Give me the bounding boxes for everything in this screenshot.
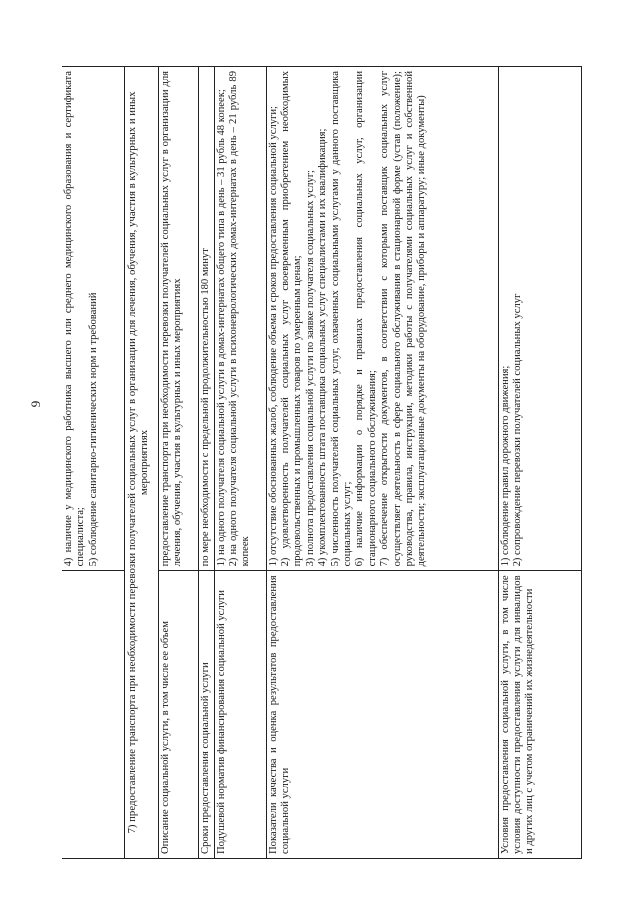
row-value-item: 5) численность получателей социальных услуг, охваченных социальными услугами у данного поставщика социальных услуг; [329, 71, 353, 567]
continuation-item: 4) наличие у медицинского работника высшего или среднего медицинского образования и сертификата специалиста; [63, 71, 87, 567]
table-row [214, 67, 266, 859]
section-title-row [124, 67, 158, 859]
row-value-item: 2) на одного получателя социальной услуги в психоневрологических домах-интернатах в день – 21 рубль 89 копеек [227, 71, 252, 567]
rotated-table-container [62, 66, 581, 859]
continuation-item: 5) соблюдение санитарно-гигиенических норм и требований [87, 292, 99, 567]
table-row [266, 67, 498, 859]
table-row [158, 67, 198, 859]
row-label: Подушевой норматив финансирования социальной услуги [214, 571, 266, 859]
continuation-row [62, 67, 124, 859]
row-value [266, 67, 498, 571]
row-label: Сроки предоставления социальной услуги [198, 571, 214, 859]
continuation-cell [62, 67, 124, 571]
row-value-item: 2) сопровождение перевозки получателей социальных услуг [511, 293, 523, 567]
row-value-item: 2) удовлетворенность получателей социальных услуг своевременным приобретением необходимых продовольственных и промышленных товаров по умеренным ценам; [279, 71, 304, 567]
row-value [498, 67, 581, 571]
row-label: Условия предоставления социальной услуги, в том числе условия доступности предоставления услуги для инвалидов и других лиц с учетом ограничений их жизнедеятельности [498, 571, 581, 859]
table-row [198, 67, 214, 859]
row-label: Показатели качества и оценка результатов предоставления социальной услуги [266, 571, 498, 859]
row-value-item: 6) наличие информации о порядке и правилах предоставления социальных услуг, организации стационарного социального обслуживания; [354, 71, 378, 567]
section-title: 7) предоставление транспорта при необходимости перевозки получателей социальных услуг в организации для лечения, обучения, участия в культурных и иных мероприятиях [124, 67, 158, 859]
row-value-item: 1) на одного получателя социальной услуги в домах-интернатах общего типа в день – 31 рубль 48 копеек; [215, 89, 227, 567]
row-value-item: 3) полнота предоставления социальной услуги по заявке получателя социальных услуг; [304, 169, 316, 567]
row-value [214, 67, 266, 571]
service-standard-table [62, 66, 582, 859]
row-value [158, 67, 198, 571]
row-value-item: по мере необходимости с предельной продолжительностью 180 минут [199, 248, 211, 567]
table-row [498, 67, 581, 859]
continuation-empty-cell [62, 571, 124, 859]
row-value-item: 1) соблюдение правил дорожного движения; [499, 365, 511, 567]
row-label: Описание социальной услуги, в том числе ее объем [158, 571, 198, 859]
row-value-item: предоставление транспорта при необходимости перевозки получателей социальных услуг в организации для лечения, обучения, участия в культурных и иных мероприятиях [159, 71, 183, 567]
row-value-item: 4) укомплектованность штата поставщика социальных услуг специалистами и их квалификация; [317, 128, 329, 567]
page-number: 9 [28, 400, 43, 408]
row-value [198, 67, 214, 571]
row-value-item: 7) обеспечение открытости документов, в соответствии с которыми поставщик социальных услуг осуществляет деятельность в сфере социального обслуживания в стационарной форме (устав (положение); руководства, правила, инструкции, методики работы с получателями социальных услуг и собственной деятельности; эксплуатационные документы на оборудование, приборы и аппаратуру; иные документы) [379, 71, 428, 567]
row-value-item: 1) отсутствие обоснованных жалоб, соблюдение объема и сроков предоставления социальной услуги; [267, 106, 279, 567]
